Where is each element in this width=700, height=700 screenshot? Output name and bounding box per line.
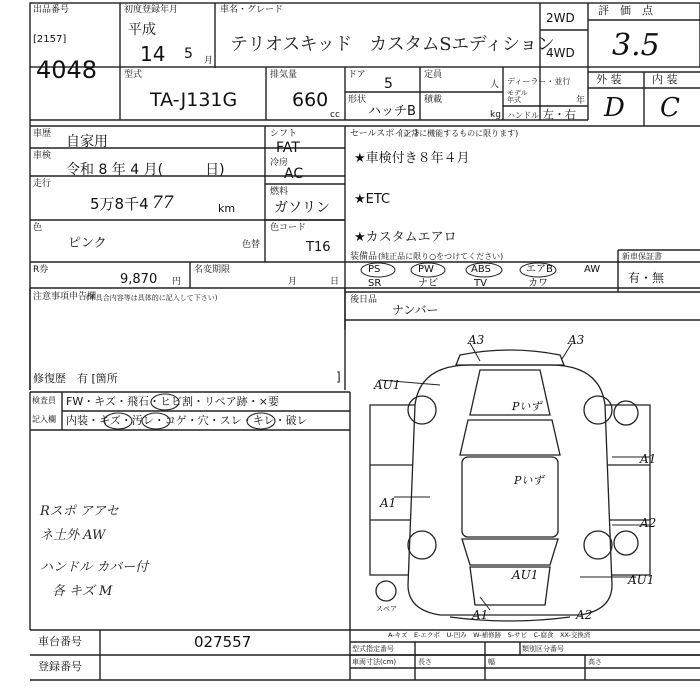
reg-month-unit: 月 — [204, 56, 214, 66]
type-cert-label: 型式指定番号 — [352, 645, 394, 653]
drive-2wd: 2WD — [546, 11, 575, 25]
mark-a3-right: A3 — [568, 333, 585, 347]
interior-grade: C — [660, 93, 680, 123]
expiry-day: 日 — [330, 277, 340, 287]
equip-pw: PW — [418, 264, 434, 275]
reg-number-label: 登録番号 — [38, 660, 82, 673]
first-reg-label: 初度登録年月 — [124, 5, 179, 15]
equip-tv: TV — [474, 278, 487, 289]
warranty-label: 新車保証書 — [622, 252, 662, 261]
dims-label: 車両寸法(cm) — [352, 658, 397, 666]
km-unit: km — [218, 202, 236, 215]
handle-label: ハンドル — [507, 111, 539, 120]
color-value: ピンク — [68, 236, 107, 251]
color-code-value: T16 — [306, 240, 331, 255]
model-label: 型式 — [124, 70, 143, 80]
rating-value: 3.5 — [612, 28, 660, 63]
hand-note-1: Rスポ アアセ — [40, 504, 119, 519]
fuel-label: 燃料 — [270, 187, 289, 197]
mark-au1-rear: AU1 — [512, 568, 539, 582]
person-unit: 人 — [490, 80, 500, 90]
notes-title: 注意事項申告欄 — [33, 292, 97, 302]
mark-au1-corner: AU1 — [628, 573, 655, 587]
inspector-label-1: 検査員 — [32, 396, 56, 405]
ac-value: AC — [284, 166, 304, 182]
inspector-row-1: FW・キズ・飛石・ヒビ割・リペア跡・×要 — [66, 395, 279, 408]
length-label: 長さ — [418, 658, 432, 666]
height-label: 高さ — [588, 658, 602, 666]
shift-label: シフト — [270, 129, 298, 139]
reg-month: 5 — [184, 46, 193, 62]
year-unit: 年 — [576, 96, 586, 106]
displacement-value: 660 — [292, 89, 329, 111]
door-label: ドア — [348, 70, 366, 80]
spare-label: スペア — [376, 605, 397, 613]
lot-code: [2157] — [33, 34, 67, 45]
equip-ps: PS — [368, 264, 381, 275]
door-value: 5 — [384, 76, 393, 92]
mark-a1-bottom: A1 — [472, 608, 489, 622]
drive-4wd: 4WD — [546, 46, 575, 60]
equip-airbag: エアB — [526, 264, 553, 275]
inspector-row-2: 内装・キズ・汚レ・コゲ・穴・スレ・キレ・破レ — [66, 414, 308, 427]
inspection-value: 令和 8 年 4 月( 日) — [66, 162, 225, 178]
dealer-label: ディーラー・並行 — [507, 77, 571, 86]
exterior-grade: D — [604, 93, 625, 123]
chassis-label: 車台番号 — [38, 635, 82, 648]
expiry-month: 月 — [288, 277, 298, 287]
history-value: 自家用 — [66, 134, 108, 150]
capacity-label: 定員 — [424, 70, 443, 80]
lot-number: 4048 — [36, 56, 98, 84]
mileage-label: 走行 — [33, 179, 52, 189]
aftermarket-label: 後日品 — [350, 295, 378, 305]
inspector-circles — [60, 390, 360, 430]
warranty-value: 有・無 — [628, 271, 665, 285]
repaint-label: 色替 — [242, 240, 261, 250]
equipment-subtitle: (純正品に限り○をつけてください) — [378, 252, 504, 261]
equip-leather: カワ — [528, 278, 548, 289]
class-label: 類別区分番号 — [522, 645, 564, 653]
interior-label: 内 装 — [652, 73, 678, 86]
history-label: 車歴 — [33, 129, 52, 139]
mark-a1-right: A1 — [640, 452, 657, 466]
sales-point-1: ★車検付き８年４月 — [354, 151, 470, 166]
body-label: 形状 — [348, 95, 367, 105]
cc-unit: cc — [330, 110, 340, 120]
mark-a2-bottom: A2 — [576, 608, 593, 622]
equipment-title: 装備品 — [350, 252, 378, 262]
yen-unit: 円 — [172, 277, 182, 287]
repair-bracket: ] — [336, 370, 341, 384]
equip-aw: AW — [584, 264, 601, 275]
sales-subtitle: (正常に機能するものに限ります) — [400, 129, 519, 138]
paint-mark-roof: Pいず — [514, 474, 544, 487]
sales-title: セールスポイント — [350, 129, 422, 139]
sales-point-3: ★カスタムエアロ — [354, 230, 457, 245]
recycle-amount: 9,870 — [120, 272, 158, 287]
shift-value: FAT — [276, 140, 300, 156]
hand-note-2: ネ土外 AW — [40, 528, 106, 543]
sales-point-2: ★ETC — [354, 192, 391, 207]
model-value: TA-J131G — [150, 89, 238, 111]
mark-au1-top: AU1 — [374, 378, 401, 392]
recycle-label: R券 — [33, 265, 49, 275]
displacement-label: 排気量 — [270, 70, 298, 80]
hand-note-3: ハンドル カバー付 — [40, 560, 149, 575]
body-value: ハッチB — [368, 104, 416, 119]
kg-unit: kg — [490, 110, 501, 120]
paint-mark-hood: Pいず — [512, 400, 542, 413]
exterior-label: 外 装 — [596, 73, 622, 86]
mark-a1-left: A1 — [380, 496, 397, 510]
equip-abs: ABS — [471, 264, 491, 275]
car-name-label: 車名・グレード — [220, 5, 284, 15]
inspection-label: 車検 — [33, 151, 52, 161]
inspector-label-2: 記入欄 — [32, 415, 56, 424]
color-label: 色 — [33, 223, 43, 233]
car-name: テリオスキッド カスタムSエディション — [230, 34, 555, 55]
ac-label: 冷房 — [270, 158, 289, 168]
aftermarket-value: ナンバー — [392, 303, 439, 317]
color-code-label: 色コード — [270, 223, 307, 233]
hand-note-4: 各 キズ M — [52, 584, 113, 599]
expiry-label: 名変期限 — [194, 265, 231, 275]
mileage-hand: 77 — [152, 193, 174, 213]
load-label: 積載 — [424, 95, 443, 105]
chassis-value: 027557 — [194, 633, 252, 651]
rating-label: 評 価 点 — [598, 4, 653, 17]
lot-label: 出品番号 — [33, 5, 70, 15]
reg-era: 平成 — [128, 22, 156, 38]
notes-subtitle: (不具合内容等は具体的に記入して下さい) — [86, 294, 218, 302]
fuel-value: ガソリン — [274, 200, 330, 216]
mileage-value: 5万8千4 — [90, 195, 149, 213]
mark-a3-left: A3 — [468, 333, 485, 347]
equip-sr: SR — [368, 278, 382, 289]
equip-navi: ナビ — [418, 278, 438, 289]
width-label: 幅 — [488, 658, 495, 666]
handle-value: 左・右 — [543, 108, 576, 121]
model-year-label: モデル年式 — [507, 89, 528, 104]
mark-a2-right: A2 — [640, 516, 657, 530]
repair-history: 修復歴 有 [箇所 — [33, 372, 118, 385]
damage-legend: A-キズ E-エクボ U-凹み W-補修跡 S-サビ C-腐食 XX-交換済 — [388, 631, 591, 639]
reg-year: 14 — [140, 42, 166, 66]
